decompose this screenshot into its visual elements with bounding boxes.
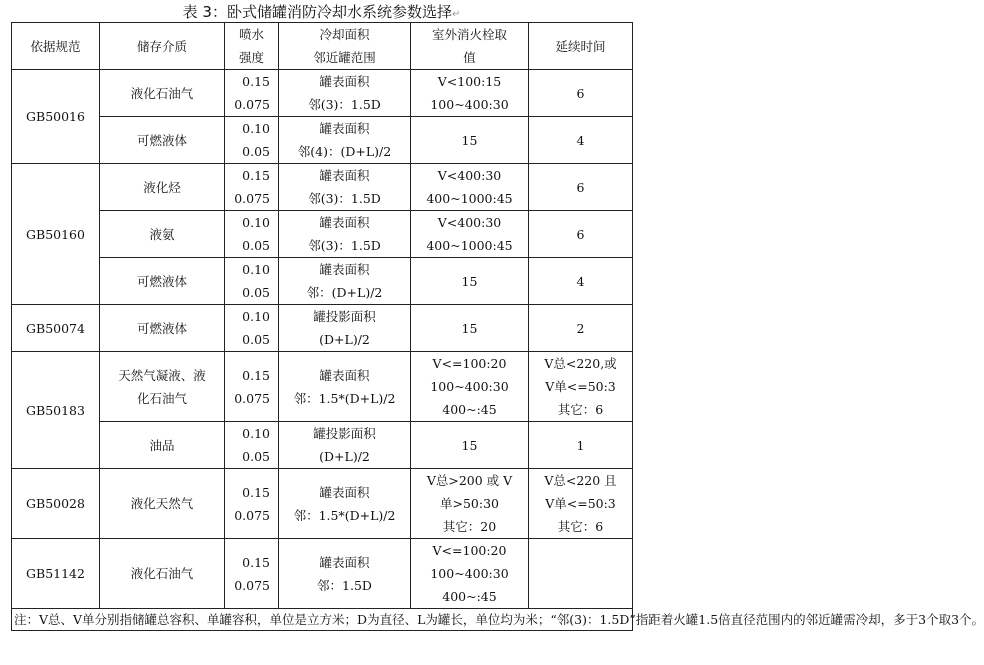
duration-cell xyxy=(529,539,633,609)
table-title: 表 3：卧式储罐消防冷却水系统参数选择↵ xyxy=(182,3,461,21)
medium-cell: 液化石油气 xyxy=(100,539,225,609)
standard-cell: GB51142 xyxy=(12,539,100,609)
density-cell: 0.10 0.05 xyxy=(225,305,279,352)
area-cell: 罐表面积 邻(3)：1.5D xyxy=(279,70,411,117)
duration-cell: V总<220 且 V单<=50:3 其它：6 xyxy=(529,469,633,539)
medium-cell: 液氨 xyxy=(100,211,225,258)
parameter-table xyxy=(11,22,984,631)
table-body xyxy=(12,70,633,609)
density-cell: 0.15 0.075 xyxy=(225,70,279,117)
medium-cell: 液化石油气 xyxy=(100,70,225,117)
flow-cell: 15 xyxy=(411,305,529,352)
area-cell: 罐表面积 邻(3)：1.5D xyxy=(279,164,411,211)
density-cell: 0.10 0.05 xyxy=(225,422,279,469)
duration-cell: 6 xyxy=(529,70,633,117)
area-cell: 罐表面积 邻(3)：1.5D xyxy=(279,211,411,258)
flow-cell: 15 xyxy=(411,422,529,469)
medium-cell: 可燃液体 xyxy=(100,258,225,305)
header-duration: 延续时间 xyxy=(529,23,633,70)
area-cell: 罐投影面积 (D+L)/2 xyxy=(279,305,411,352)
table-row xyxy=(12,469,633,539)
table-row xyxy=(12,305,633,352)
flow-cell: V<100:15 100~400:30 xyxy=(411,70,529,117)
duration-cell: 2 xyxy=(529,305,633,352)
standard-cell: GB50028 xyxy=(12,469,100,539)
density-cell: 0.15 0.075 xyxy=(225,469,279,539)
duration-cell: 4 xyxy=(529,117,633,164)
table-row xyxy=(12,539,633,609)
standard-cell: GB50183 xyxy=(12,352,100,469)
area-cell: 罐表面积 邻：(D+L)/2 xyxy=(279,258,411,305)
duration-cell: 4 xyxy=(529,258,633,305)
medium-cell: 天然气凝液、液 化石油气 xyxy=(100,352,225,422)
flow-cell: V<400:30 400~1000:45 xyxy=(411,164,529,211)
header-std: 依据规范 xyxy=(12,23,100,70)
density-cell: 0.10 0.05 xyxy=(225,258,279,305)
header-flow: 室外消火栓取 值 xyxy=(411,23,529,70)
density-cell: 0.15 0.075 xyxy=(225,352,279,422)
flow-cell: 15 xyxy=(411,258,529,305)
area-cell: 罐投影面积 (D+L)/2 xyxy=(279,422,411,469)
flow-cell: 15 xyxy=(411,117,529,164)
table-row xyxy=(12,164,633,211)
standard-cell: GB50160 xyxy=(12,164,100,305)
area-cell: 罐表面积 邻(4)：(D+L)/2 xyxy=(279,117,411,164)
standard-cell: GB50074 xyxy=(12,305,100,352)
flow-cell: V<400:30 400~1000:45 xyxy=(411,211,529,258)
table-row xyxy=(12,352,633,422)
table-note: 注：V总、V单分别指储罐总容积、单罐容积，单位是立方米；D为直径、L为罐长，单位均为米；“邻(3)：1.5D”指距着火罐1.5倍直径范围内的邻近罐需冷却，多于3个取3个。 xyxy=(12,609,633,631)
density-cell: 0.10 0.05 xyxy=(225,211,279,258)
header-medium: 储存介质 xyxy=(100,23,225,70)
table-row xyxy=(12,258,633,305)
duration-cell: 6 xyxy=(529,211,633,258)
medium-cell: 油品 xyxy=(100,422,225,469)
note-row xyxy=(12,609,633,631)
header-row xyxy=(12,23,633,70)
area-cell: 罐表面积 邻：1.5*(D+L)/2 xyxy=(279,352,411,422)
table-row xyxy=(12,70,633,117)
duration-cell: V总<220,或 V单<=50:3 其它：6 xyxy=(529,352,633,422)
area-cell: 罐表面积 邻：1.5*(D+L)/2 xyxy=(279,469,411,539)
medium-cell: 可燃液体 xyxy=(100,305,225,352)
duration-cell: 1 xyxy=(529,422,633,469)
medium-cell: 液化天然气 xyxy=(100,469,225,539)
table-row xyxy=(12,422,633,469)
density-cell: 0.15 0.075 xyxy=(225,539,279,609)
duration-cell: 6 xyxy=(529,164,633,211)
flow-cell: V<=100:20 100~400:30 400~:45 xyxy=(411,352,529,422)
density-cell: 0.10 0.05 xyxy=(225,117,279,164)
area-cell: 罐表面积 邻：1.5D xyxy=(279,539,411,609)
flow-cell: V总>200 或 V 单>50:30 其它：20 xyxy=(411,469,529,539)
medium-cell: 液化烃 xyxy=(100,164,225,211)
table-row xyxy=(12,211,633,258)
medium-cell: 可燃液体 xyxy=(100,117,225,164)
table-row xyxy=(12,117,633,164)
density-cell: 0.15 0.075 xyxy=(225,164,279,211)
header-density: 喷水 强度 xyxy=(225,23,279,70)
header-area: 冷却面积 邻近罐范围 xyxy=(279,23,411,70)
standard-cell: GB50016 xyxy=(12,70,100,164)
flow-cell: V<=100:20 100~400:30 400~:45 xyxy=(411,539,529,609)
